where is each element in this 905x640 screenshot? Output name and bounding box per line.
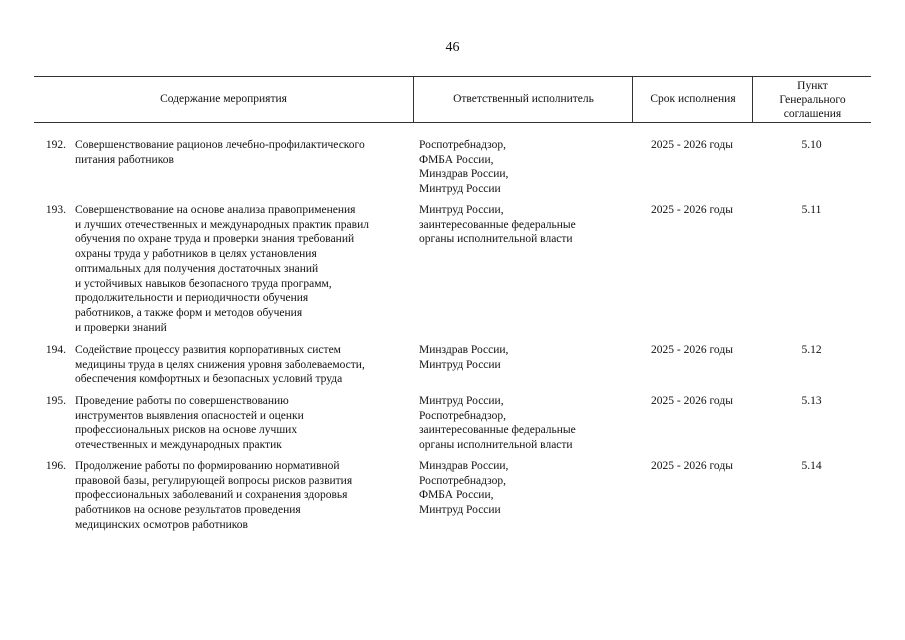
row-point: 5.10 [801,139,822,151]
executor-line: ФМБА России, [419,153,494,166]
table-row [34,138,871,197]
row-content [75,203,369,335]
executor-line: ФМБА России, [419,489,494,502]
executor-line: органы исполнительной власти [419,233,573,246]
content-line: Совершенствование рационов лечебно-профилактического [75,139,365,151]
content-line: отечественных и международных практик [75,439,282,452]
row-executor [419,203,576,247]
row-number: 192. [45,139,66,151]
content-line: и лучших отечественных и международных практик правил [75,218,369,231]
executor-line: Минтруд России [419,183,501,196]
row-executor [419,459,508,518]
content-line: обучения по охране труда и проверки знания требований [75,233,355,246]
content-line: правовой базы, регулирующей вопросы рисков развития [75,474,353,487]
executor-line: Минтруд России, [419,395,504,407]
executor-line: органы исполнительной власти [419,439,573,452]
row-executor [419,394,576,453]
executor-line: Роспотребнадзор, [419,409,506,422]
row-number: 194. [45,344,66,356]
executor-line: Минтруд России [419,504,501,517]
executor-line: Минздрав России, [419,460,509,472]
header-point [752,77,872,122]
executor-line: Роспотребнадзор, [419,139,506,151]
row-executor [419,138,508,197]
row-content [75,343,365,387]
row-point: 5.11 [801,204,822,216]
row-number: 193. [45,204,66,216]
row-deadline: 2025 - 2026 годы [651,460,733,472]
row-content [75,459,352,533]
content-line: обеспечения комфортных и безопасных условий труда [75,373,343,386]
row-deadline: 2025 - 2026 годы [651,395,733,407]
row-point: 5.13 [801,395,822,407]
content-line: охраны труда у работников в целях установления [75,248,317,261]
table-row [34,343,871,387]
row-number: 195. [45,395,66,407]
header-executor-label: Ответственный исполнитель [453,93,594,106]
table-row [34,459,871,533]
content-line: Продолжение работы по формированию нормативной [75,460,340,472]
content-line: работников, а также форм и методов обучения [75,306,303,319]
row-deadline: 2025 - 2026 годы [651,344,733,356]
executor-line: Роспотребнадзор, [419,474,506,487]
content-line: профессиональных рисков на основе лучших [75,424,298,437]
content-line: профессиональных заболеваний и сохранения здоровья [75,489,348,502]
executor-line: Минтруд России [419,358,501,371]
content-line: продолжительности и периодичности обучения [75,292,309,305]
content-line: работников на основе результатов проведения [75,504,301,517]
row-point: 5.14 [801,460,822,472]
header-deadline [632,77,753,122]
header-point-line: Генерального [779,93,846,106]
executor-line: заинтересованные федеральные [419,424,576,437]
row-deadline: 2025 - 2026 годы [651,204,733,216]
content-line: Содействие процессу развития корпоративных систем [75,344,341,356]
content-line: медицинских осмотров работников [75,518,248,531]
row-deadline: 2025 - 2026 годы [651,139,733,151]
page-number: 46 [445,40,460,55]
table-row [34,203,871,335]
header-content [34,77,413,122]
header-point-line: Пункт [797,79,828,92]
content-line: и устойчивых навыков безопасного труда программ, [75,277,332,290]
executor-line: Минздрав России, [419,168,509,181]
row-content [75,394,304,453]
executor-line: Минтруд России, [419,204,504,216]
row-executor [419,343,508,372]
measures-table [34,76,871,531]
header-deadline-label: Срок исполнения [650,93,736,106]
header-point-line: соглашения [783,107,842,120]
row-point: 5.12 [801,344,822,356]
content-line: питания работников [75,153,174,166]
table-row [34,394,871,453]
header-content-label: Содержание мероприятия [160,93,287,106]
content-line: Проведение работы по совершенствованию [75,395,289,407]
row-number: 196. [45,460,66,472]
table-header [34,76,871,123]
executor-line: заинтересованные федеральные [419,218,576,231]
content-line: Совершенствование на основе анализа правоприменения [75,204,356,216]
content-line: медицины труда в целях снижения уровня заболеваемости, [75,358,365,371]
executor-line: Минздрав России, [419,344,509,356]
content-line: и проверки знаний [75,321,167,334]
content-line: оптимальных для получения достаточных знаний [75,262,319,275]
header-executor [413,77,633,122]
row-content [75,138,365,167]
content-line: инструментов выявления опасностей и оценки [75,409,304,422]
